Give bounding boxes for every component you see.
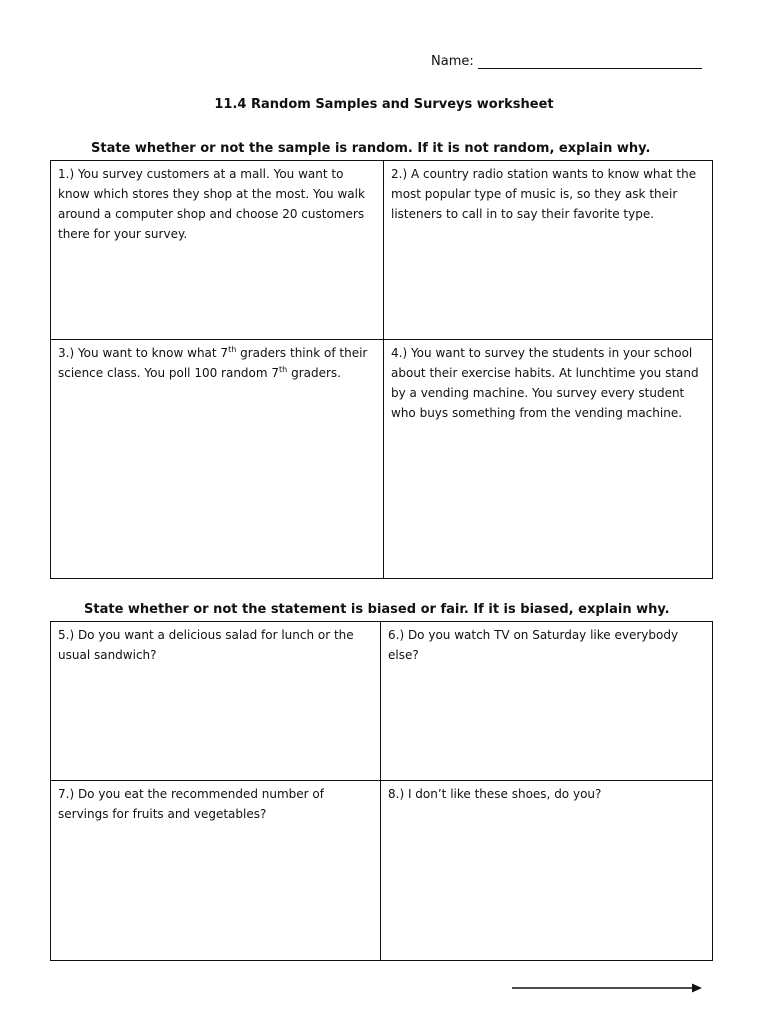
worksheet-title: 11.4 Random Samples and Surveys worksheet — [214, 97, 554, 112]
question-3-text-b: graders think of their science class. You poll 100 random 7 — [58, 346, 368, 380]
question-4[interactable]: 4.) You want to survey the students in your school about their exercise habits. At lunchtime you stand by a vending machine. You survey every student who buys something from the vending machine. — [391, 346, 699, 420]
section2-instruction: State whether or not the statement is biased or fair. If it is biased, explain why. — [84, 602, 670, 617]
section2-question-grid — [50, 621, 713, 961]
question-1[interactable]: 1.) You survey customers at a mall. You want to know which stores they shop at the most. You walk around a computer shop and choose 20 customers there for your survey. — [51, 161, 384, 340]
question-8[interactable]: 8.) I don’t like these shoes, do you? — [388, 787, 602, 801]
name-label: Name: — [431, 54, 474, 69]
question-7[interactable]: 7.) Do you eat the recommended number of servings for fruits and vegetables? — [51, 781, 381, 960]
question-3-sup-b: th — [279, 365, 288, 374]
question-6[interactable]: 6.) Do you watch TV on Saturday like everybody else? — [381, 622, 712, 781]
question-5[interactable]: 5.) Do you want a delicious salad for lunch or the usual sandwich? — [51, 622, 381, 781]
name-blank-line[interactable] — [478, 54, 702, 69]
question-3-sup-a: th — [228, 345, 237, 354]
question-3-text-c: graders. — [287, 366, 341, 380]
question-3-text-a: 3.) You want to know what 7 — [58, 346, 229, 360]
question-3[interactable] — [51, 340, 384, 578]
name-field — [431, 54, 702, 69]
section1-question-grid — [50, 160, 713, 579]
section1-instruction: State whether or not the sample is random. If it is not random, explain why. — [91, 141, 651, 156]
arrow-right-icon[interactable] — [512, 982, 702, 994]
question-2[interactable]: 2.) A country radio station wants to know what the most popular type of music is, so they ask their listeners to call in to say their favorite type. — [384, 161, 712, 340]
